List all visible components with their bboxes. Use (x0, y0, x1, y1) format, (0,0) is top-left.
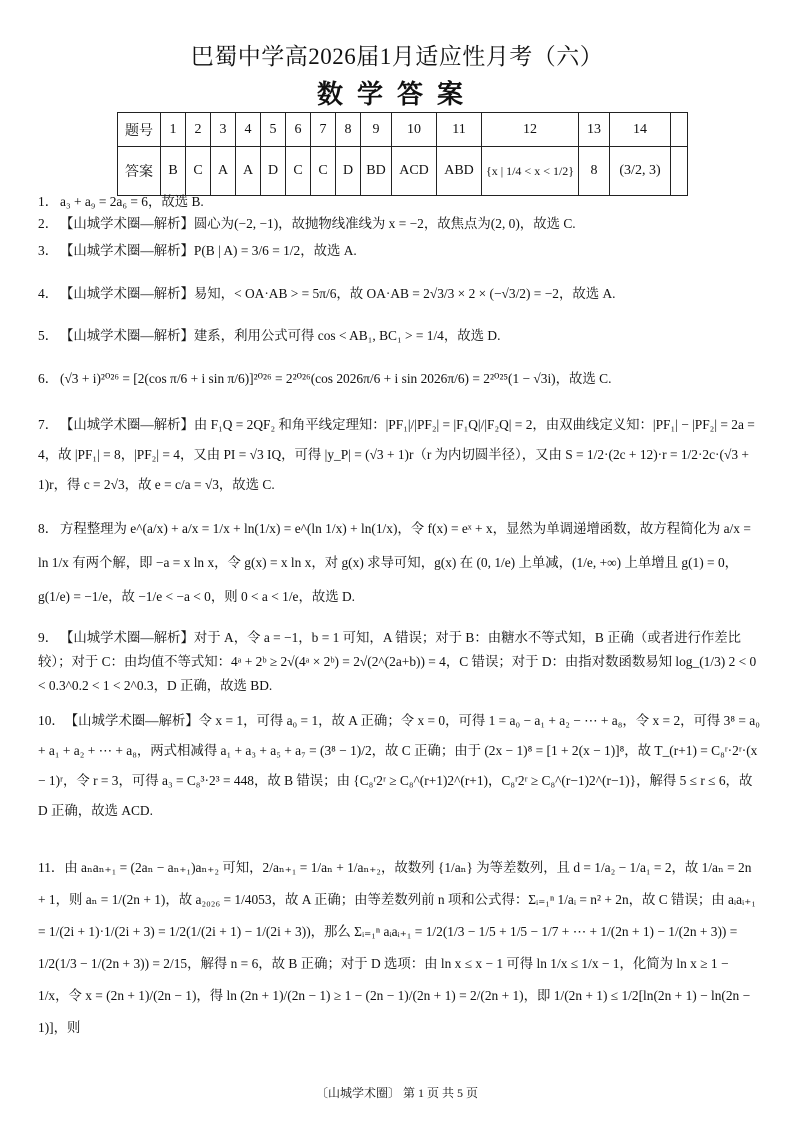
solution-number: 11． (38, 860, 65, 875)
answer-table-answer-row (118, 147, 688, 196)
answer-label-cell: 答案 (118, 147, 161, 196)
page-footer: 〔山城学术圈〕 第 1 页 共 5 页 (315, 1086, 478, 1100)
document-title: 巴蜀中学高2026届1月适应性月考（六） (190, 44, 604, 69)
solution-4 (38, 284, 760, 304)
question-number-cell: 7 (311, 113, 336, 147)
answer-cell: C (311, 147, 336, 196)
solution-text: 【山城学术圈—解析】对于 A，令 a = −1，b = 1 可知，A 错误；对于 B：由糖水不等式知，B 正确（或者进行作差比较）；对于 C：由均值不等式知：4ᵃ + 2ᵇ ≥ 2√(4ᵃ × 2ᵇ) = 2√(2^(2a+b)) = 4，C 错误；对于 D：由指对数函数易知 log_(1/3) 2 < 0 < 0.3^0.2 < 1 < 2^0.3，D 正确，故选 BD. (38, 630, 757, 693)
solution-number: 6． (38, 371, 59, 386)
solution-text: 方程整理为 e^(a/x) + a/x = 1/x + ln(1/x) = e^(ln 1/x) + ln(1/x)，令 f(x) = eˣ + x，显然为单调递增函数，故方程简化为 a/x = ln 1/x 有两个解，即 −a = x ln x，令 g(x) = x ln x，对 g(x) 求导可知，g(x) 在 (0, 1/e) 上单减，(1/e, +∞) 上单增且 g(1) = 0，g(1/e) = −1/e，故 −1/e < −a < 0，则 0 < a < 1/e，故选 D. (38, 521, 751, 604)
answer-cell: (3/2, 3) (610, 147, 671, 196)
solution-10 (38, 706, 760, 826)
solution-number: 9． (38, 630, 59, 645)
solution-number: 3． (38, 243, 59, 258)
solution-1 (38, 192, 760, 212)
answer-cell: D (336, 147, 361, 196)
question-number-cell: 13 (579, 113, 610, 147)
question-number-cell: 2 (186, 113, 211, 147)
answer-cell: B (161, 147, 186, 196)
solution-text: 【山城学术圈—解析】由 F₁Q = 2QF₂ 和角平线定理知：|PF₁|/|PF₂| = |F₁Q|/|F₂Q| = 2，由双曲线定义知：|PF₁| − |PF₂| = 2a = 4，故 |PF₁| = 8，|PF₂| = 4，又由 PI = √3 IQ，可得 |y_P| = (√3 + 1)r（r 为内切圆半径），又由 S = 1/2·(2c + 12)·r = 1/2·2c·(√3 + 1)r，得 c = 2√3，故 e = c/a = √3，故选 C. (38, 417, 755, 492)
question-number-cell: 1 (161, 113, 186, 147)
document-subtitle: 数学答案 (316, 80, 477, 109)
solution-3 (38, 241, 760, 261)
solution-number: 10． (38, 713, 65, 728)
question-number-cell: 6 (286, 113, 311, 147)
solution-number: 5． (38, 328, 59, 343)
solution-text: 【山城学术圈—解析】易知，< OA·AB > = 5π/6，故 OA·AB = 2√3/3 × 2 × (−√3/2) = −2，故选 A. (60, 286, 616, 301)
header-label-cell: 题号 (118, 113, 161, 147)
solution-number: 7． (38, 417, 59, 432)
answer-cell: C (186, 147, 211, 196)
question-number-cell: 10 (392, 113, 437, 147)
solution-number: 4． (38, 286, 59, 301)
solution-text: (√3 + i)²⁰²⁶ = [2(cos π/6 + i sin π/6)]²⁰²⁶ = 2²⁰²⁶(cos 2026π/6 + i sin 2026π/6) = 2²⁰²⁵(1 − √3i)，故选 C. (60, 371, 612, 386)
solution-6 (38, 369, 760, 389)
solution-text: 【山城学术圈—解析】P(B | A) = 3/6 = 1/2，故选 A. (60, 243, 357, 258)
answer-cell: A (211, 147, 236, 196)
question-number-cell: 8 (336, 113, 361, 147)
answer-cell: D (261, 147, 286, 196)
question-number-cell: 3 (211, 113, 236, 147)
question-number-cell: 12 (482, 113, 579, 147)
solution-11 (38, 852, 760, 1044)
solution-text: 【山城学术圈—解析】建系，利用公式可得 cos < AB₁, BC₁ > = 1/4，故选 D. (60, 328, 501, 343)
solution-text: a₃ + a₉ = 2a₆ = 6，故选 B. (60, 194, 204, 209)
solution-number: 8． (38, 521, 59, 536)
answer-cell: BD (361, 147, 392, 196)
question-number-cell: 4 (236, 113, 261, 147)
answer-table (117, 112, 688, 196)
answer-cell: {x | 1/4 < x < 1/2} (482, 147, 579, 196)
answer-cell: ACD (392, 147, 437, 196)
solution-text: 【山城学术圈—解析】圆心为(−2, −1)，故抛物线准线为 x = −2，故焦点为(2, 0)，故选 C. (60, 216, 576, 231)
answer-cell: 8 (579, 147, 610, 196)
answer-cell: ABD (437, 147, 482, 196)
solution-number: 1． (38, 194, 59, 209)
question-number-cell: 11 (437, 113, 482, 147)
solution-2 (38, 214, 760, 234)
answer-cell: C (286, 147, 311, 196)
question-number-cell: 14 (610, 113, 671, 147)
solution-9 (38, 626, 760, 698)
solution-7 (38, 410, 760, 500)
answer-table-header-row (118, 113, 688, 147)
empty-cell (671, 113, 688, 147)
question-number-cell: 9 (361, 113, 392, 147)
question-number-cell: 5 (261, 113, 286, 147)
answer-cell: A (236, 147, 261, 196)
solution-text: 【山城学术圈—解析】令 x = 1，可得 a₀ = 1，故 A 正确；令 x = 0，可得 1 = a₀ − a₁ + a₂ − ⋯ + a₈，令 x = 2，可得 3⁸ = a₀ + a₁ + a₂ + ⋯ + a₈，两式相减得 a₁ + a₃ + a₅ + a₇ = (3⁸ − 1)/2，故 C 正确；由于 (2x − 1)⁸ = [1 + 2(x − 1)]⁸，故 T_(r+1) = C₈ʳ·2ʳ·(x − 1)ʳ，令 r = 3，可得 a₃ = C₈³·2³ = 448，故 B 错误；由 {C₈ʳ2ʳ ≥ C₈^(r+1)2^(r+1)，C₈ʳ2ʳ ≥ C₈^(r−1)2^(r−1)}，解得 5 ≤ r ≤ 6，故 D 正确，故选 ACD. (38, 713, 760, 818)
empty-cell (671, 147, 688, 196)
solution-text: 由 aₙaₙ₊₁ = (2aₙ − aₙ₊₁)aₙ₊₂ 可知，2/aₙ₊₁ = 1/aₙ + 1/aₙ₊₂，故数列 {1/aₙ} 为等差数列，且 d = 1/a₂ − 1/a₁ = 2，故 1/aₙ = 2n + 1，则 aₙ = 1/(2n + 1)，故 a₂₀₂₆ = 1/4053，故 A 正确；由等差数列前 n 项和公式得：Σᵢ₌₁ⁿ 1/aᵢ = n² + 2n，故 C 错误；由 aᵢaᵢ₊₁ = 1/(2i + 1)·1/(2i + 3) = 1/2(1/(2i + 1) − 1/(2i + 3))，那么 Σᵢ₌₁ⁿ aᵢaᵢ₊₁ = 1/2(1/3 − 1/5 + 1/5 − 1/7 + ⋯ + 1/(2n + 1) − 1/(2n + 3)) = 1/2(1/3 − 1/(2n + 3)) = 2/15，解得 n = 6，故 B 正确；对于 D 选项：由 ln x ≤ x − 1 可得 ln 1/x ≤ 1/x − 1，化简为 ln x ≥ 1 − 1/x，令 x = (2n + 1)/(2n − 1)，得 ln (2n + 1)/(2n − 1) ≥ 1 − (2n − 1)/(2n + 1) = 2/(2n + 1)，即 1/(2n + 1) ≤ 1/2[ln(2n + 1) − ln(2n − 1)]，则 (38, 860, 756, 1035)
solution-5 (38, 326, 760, 346)
solution-8 (38, 512, 760, 614)
solution-number: 2． (38, 216, 59, 231)
